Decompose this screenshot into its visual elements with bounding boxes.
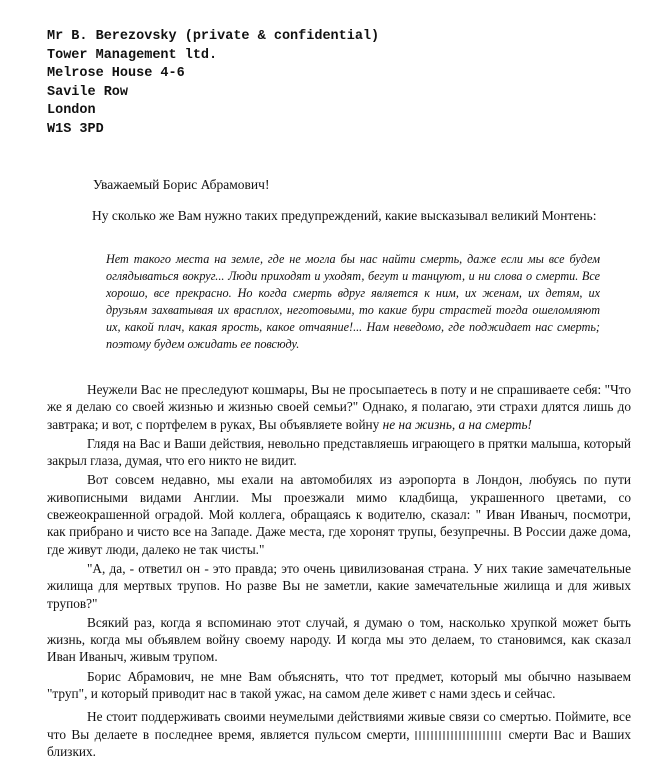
paragraph-text: Неужели Вас не преследуют кошмары, Вы не просыпаетесь в поту и не спрашиваете себя: "Что же я делаю со своей жизнью и жизнью своей семьи?" Однако, я полагаю, эти страхи длятся лишь до завтрака; и вот, с портфелем в руках, Вы объявляете войну — [47, 382, 631, 432]
paragraph: "А, да, - ответил он - это правда; это очень цивилизованая страна. У них такие замечательные жилища для мертвых трупов. Но разве Вы не заметли, какие замечательные жилища и для живых трупов?" — [47, 560, 631, 611]
paragraph — [47, 708, 631, 760]
paragraph — [47, 381, 631, 433]
paragraph: Вот совсем недавно, мы ехали на автомобилях из аэропорта в Лондон, любуясь по пути живописными видами Англии. Мы проезжали мимо кладбища, украшенного цветами, со свежеокрашенной оградой. Мой коллега, обращаясь к водителю, сказал: " Иван Иваныч, посмотри, как прибрано и чисто все на Западе. Даже места, где хоронят трупы, безупречны. В России даже дома, где живут люди, далеко не так чисты." — [47, 472, 631, 557]
paragraph: Глядя на Вас и Ваши действия, невольно представляешь играющего в прятки малыша, который закрыл глаза, думая, что его никто не видит. — [47, 435, 631, 469]
paragraph-text: Не стоит поддерживать своими неумелыми действиями живые связи со смертью. Поймите, все что Вы делаете в последнее время, является пульсом смерти, — [47, 709, 631, 742]
paragraph-text: смерти Вас и Ваших близких. — [47, 726, 632, 759]
address-line: Mr B. Berezovsky (private & confidential) — [47, 29, 380, 44]
recipient-address — [47, 28, 467, 140]
paragraph-emphasis: не на жизнь, а на смерть! — [382, 416, 532, 432]
montaigne-quote: Нет такого места на земле, где не могла бы нас найти смерть, даже если мы все будем оглядываться вокруг... Люди приходят и уходят, бегут и танцуют, и ни слова о смерти. Все хорошо, все прекрасно. Но когда смерть вдруг является к ним, их женам, их детям, их друзьям захватывая их врасплох, неготовыми, то какие бури страстей тогда ошеломляют их, какой плач, какая ярость, какое отчаяние!... Нам неведомо, где поджидает нас смерть; поэтому будем ожидать ее повсюду. — [106, 252, 600, 352]
letter-body — [47, 381, 631, 762]
redacted-word — [415, 731, 503, 740]
address-line: Savile Row — [47, 84, 129, 100]
address-line: Melrose House 4-6 — [47, 66, 185, 82]
salutation: Уважаемый Борис Абрамович! — [93, 177, 270, 192]
address-line: London — [47, 103, 96, 119]
address-line: Tower Management ltd. — [47, 47, 218, 63]
intro-paragraph: Ну сколько же Вам нужно таких предупреждений, какие высказывал великий Монтень: — [92, 208, 597, 223]
paragraph: Борис Абрамович, не мне Вам объяснять, что тот предмет, который мы обычно называем "труп", и который приводит нас в такой ужас, на самом деле живет с нами здесь и сейчас. — [47, 668, 631, 702]
address-line: W1S 3PD — [47, 121, 104, 137]
paragraph: Всякий раз, когда я вспоминаю этот случай, я думаю о том, насколько хрупкой может быть жизнь, когда мы объявлем войну своему народу. И когда мы это делаем, то становимся, как сказал Иван Иваныч, живым трупом. — [47, 614, 631, 665]
